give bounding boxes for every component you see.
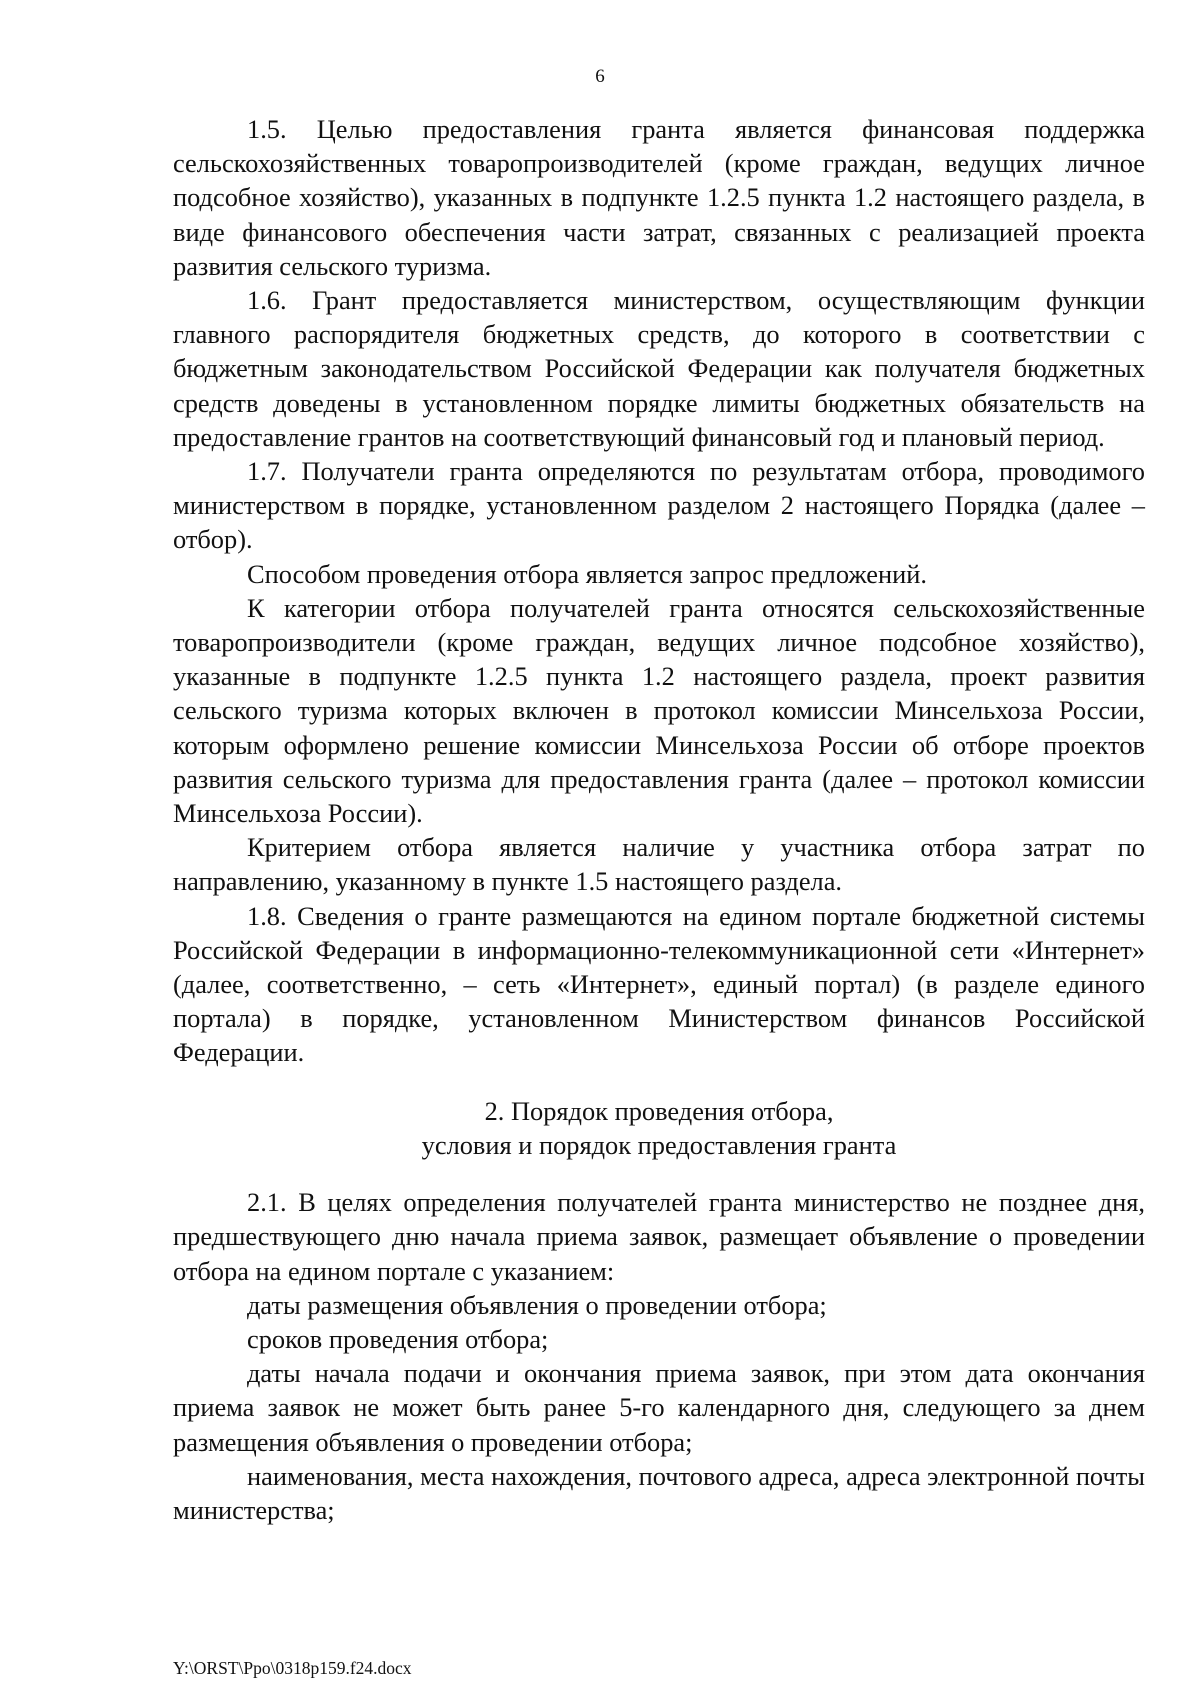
paragraph-selection-category: К категории отбора получателей гранта относятся сельскохозяйственные товаропроизводители (кроме граждан, ведущих личное подсобное хозяйство), указанные в подпункте 1.2.5 пункта 1.2 настоящего раздела, проект развития сельского туризма которых включен в протокол комиссии Минсельхоза России, которым оформлено решение комиссии Минсельхоза России об отборе проектов развития сельского туризма для предоставления гранта (далее – протокол комиссии Минсельхоза России). [173,592,1145,829]
paragraph-2-1: 2.1. В целях определения получателей гранта министерство не позднее дня, предшествующего дню начала приема заявок, размещает объявление о проведении отбора на едином портале с указанием: [173,1187,1145,1286]
paragraph-1-8: 1.8. Сведения о гранте размещаются на едином портале бюджетной системы Российской Федерации в информационно-телекоммуникационной сети «Интернет» (далее, соответственно, – сеть «Интернет», единый портал) (в разделе единого портала) в порядке, установленном Министерством финансов Российской Федерации. [173,900,1145,1068]
paragraph-1-5: 1.5. Целью предоставления гранта является финансовая поддержка сельскохозяйственных товаропроизводителей (кроме граждан, ведущих личное подсобное хозяйство), указанных в подпункте 1.2.5 пункта 1.2 настоящего раздела, в виде финансового обеспечения части затрат, связанных с реализацией проекта развития сельского туризма. [173,114,1145,281]
section-heading-line-1: 2. Порядок проведения отбора, [484,1095,834,1126]
page-number: 6 [595,66,605,87]
paragraph-1-7: 1.7. Получатели гранта определяются по результатам отбора, проводимого министерством в порядке, установленном разделом 2 настоящего Порядка (далее – отбор). [173,456,1145,555]
paragraph-selection-method: Способом проведения отбора является запрос предложений. [247,558,927,589]
file-path-footer: Y:\ORST\Ppo\0318p159.f24.docx [173,1658,412,1678]
section-heading-line-2: условия и порядок предоставления гранта [421,1129,897,1160]
document-body [173,112,1145,1527]
section-2-heading [173,1094,1145,1162]
list-item-ministry-contacts: наименования, места нахождения, почтового адреса, адреса электронной почты министерства; [173,1460,1145,1525]
list-item-application-dates: даты начала подачи и окончания приема заявок, при этом дата окончания приема заявок не может быть ранее 5-го календарного дня, следующего за днем размещения объявления о проведении отбора; [173,1358,1145,1457]
list-item-selection-period: сроков проведения отбора; [247,1323,549,1354]
paragraph-selection-criterion: Критерием отбора является наличие у участника отбора затрат по направлению, указанному в пункте 1.5 настоящего раздела. [173,832,1145,897]
paragraph-1-6: 1.6. Грант предоставляется министерством, осуществляющим функции главного распорядителя бюджетных средств, до которого в соответствии с бюджетным законодательством Российской Федерации как получателя бюджетных средств доведены в установленном порядке лимиты бюджетных обязательств на предоставление грантов на соответствующий финансовый год и плановый период. [173,285,1145,452]
list-item-announcement-date: даты размещения объявления о проведении отбора; [247,1289,827,1320]
